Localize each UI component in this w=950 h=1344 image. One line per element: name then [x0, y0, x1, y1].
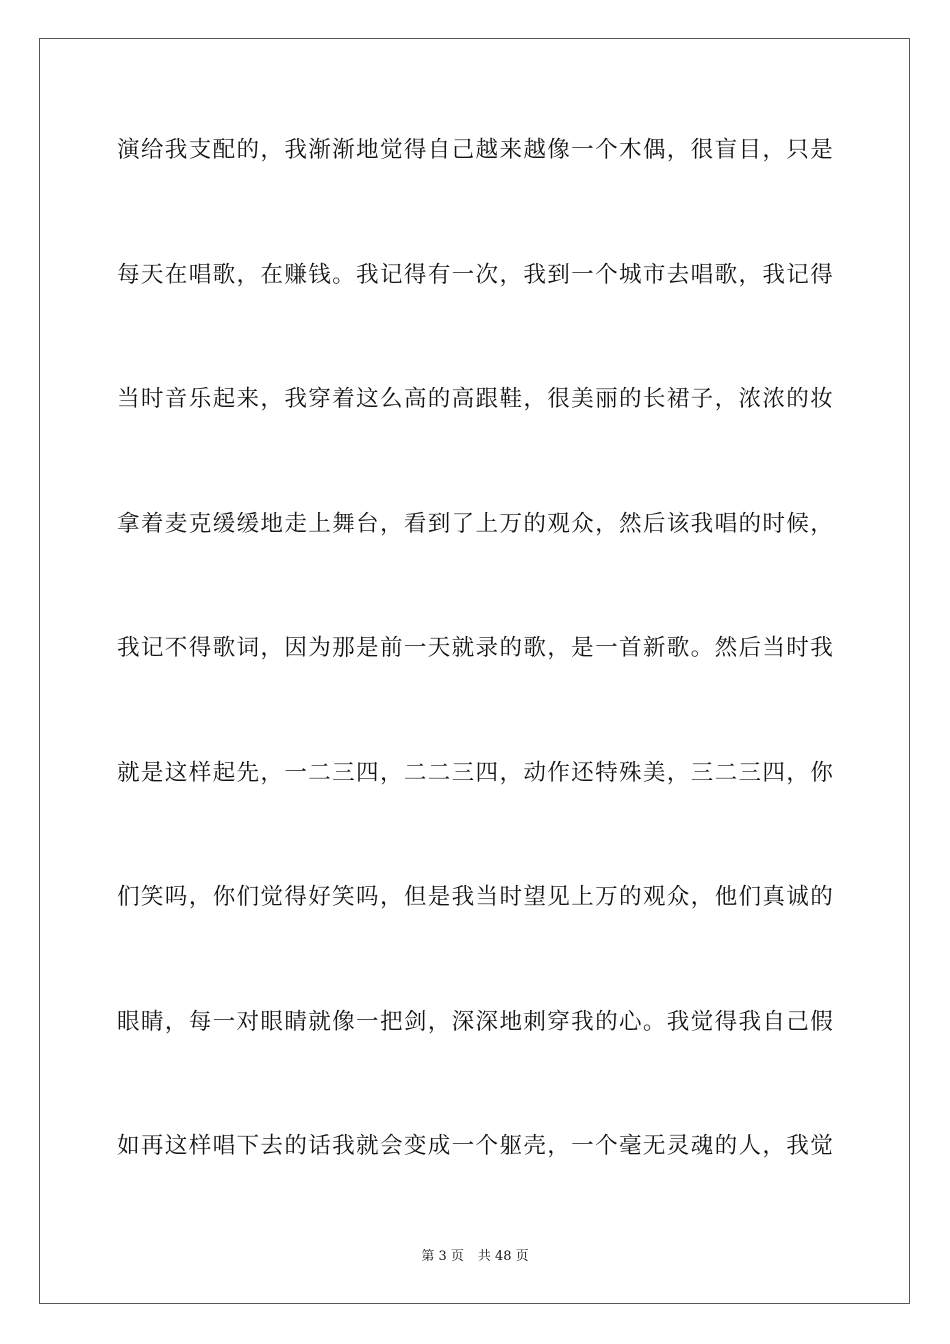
- body-text-line: 就是这样起先，一二三四，二二三四，动作还特殊美，三二三四，你: [117, 760, 833, 786]
- body-text-line: 如再这样唱下去的话我就会变成一个躯壳，一个毫无灵魂的人，我觉: [117, 1133, 833, 1159]
- body-text-line: 当时音乐起来，我穿着这么高的高跟鞋，很美丽的长裙子，浓浓的妆: [117, 386, 833, 412]
- total-pages: 共 48 页: [477, 1249, 529, 1264]
- body-text-line: 演给我支配的，我渐渐地觉得自己越来越像一个木偶，很盲目，只是: [117, 137, 833, 163]
- page-number: 第 3 页: [421, 1249, 464, 1264]
- body-text-line: 拿着麦克缓缓地走上舞台，看到了上万的观众，然后该我唱的时候，: [117, 511, 833, 537]
- body-text-line: 我记不得歌词，因为那是前一天就录的歌，是一首新歌。然后当时我: [117, 635, 833, 661]
- body-text-line: 们笑吗，你们觉得好笑吗，但是我当时望见上万的观众，他们真诚的: [117, 884, 833, 910]
- page-footer: [0, 1248, 950, 1266]
- body-text-line: 眼睛，每一对眼睛就像一把剑，深深地刺穿我的心。我觉得我自己假: [117, 1009, 833, 1035]
- page-border: [39, 38, 910, 1304]
- body-text-line: 每天在唱歌，在赚钱。我记得有一次，我到一个城市去唱歌，我记得: [117, 262, 833, 288]
